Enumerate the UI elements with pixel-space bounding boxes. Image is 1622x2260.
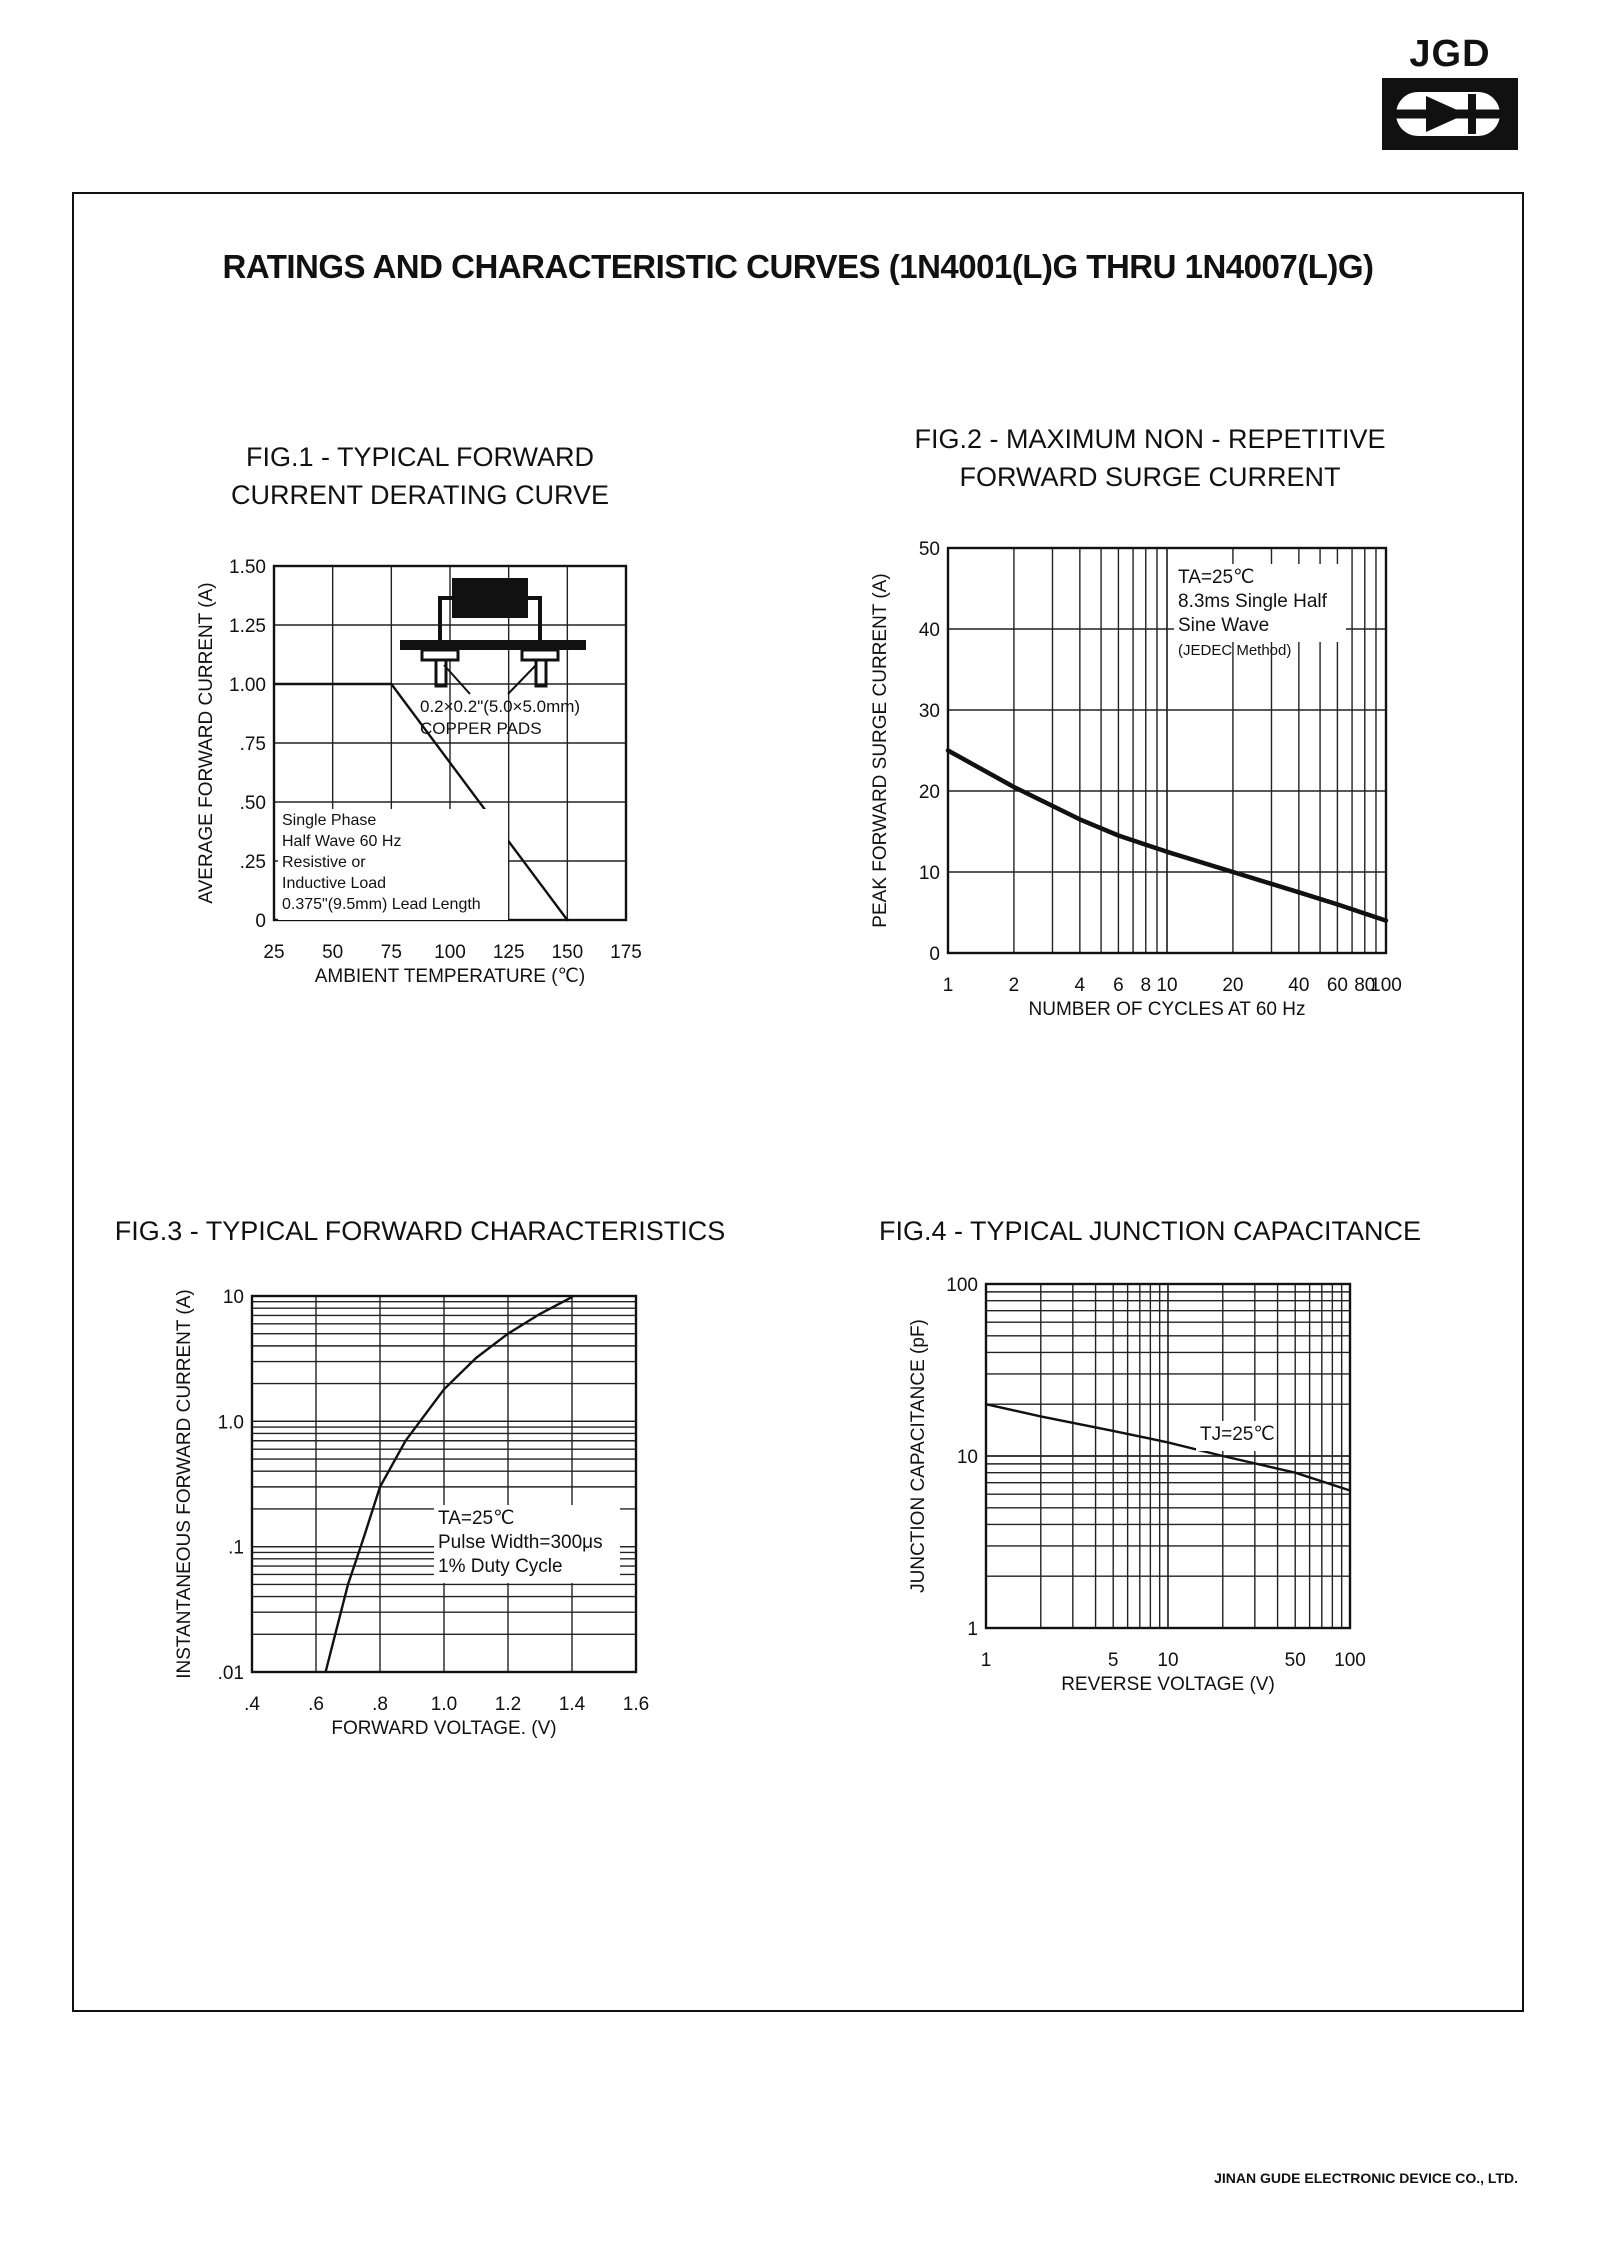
fig2-y-axis-label: PEAK FORWARD SURGE CURRENT (A) bbox=[870, 573, 891, 928]
fig1-conditions-note-line: Single Phase bbox=[282, 812, 377, 829]
fig4-y-tick-label: 100 bbox=[946, 1275, 978, 1296]
fig2-conditions-note-line: 8.3ms Single Half bbox=[1178, 591, 1327, 612]
fig1-x-tick-label: 125 bbox=[492, 942, 525, 963]
fig1-y-tick-label: 1.00 bbox=[229, 675, 266, 696]
fig2-x-tick-label: 1 bbox=[942, 975, 954, 996]
fig1-x-tick-label: 175 bbox=[610, 942, 642, 963]
fig4-x-tick-label: 10 bbox=[1157, 1650, 1179, 1671]
fig3-x-tick-label: 1.0 bbox=[430, 1694, 458, 1715]
fig4-x-tick-label: 50 bbox=[1284, 1650, 1306, 1671]
fig2-x-tick-label: 100 bbox=[1370, 975, 1402, 996]
fig1-y-tick-label: .75 bbox=[239, 734, 266, 755]
fig2-y-tick-label: 0 bbox=[929, 944, 940, 965]
fig2-x-tick-label: 80 bbox=[1354, 975, 1376, 996]
fig4-x-tick-label: 1 bbox=[980, 1650, 992, 1671]
fig4-y-axis-label: JUNCTION CAPACITANCE (pF) bbox=[908, 1319, 929, 1593]
fig1-x-tick-label: 75 bbox=[380, 942, 402, 963]
fig4-title: FIG.4 - TYPICAL JUNCTION CAPACITANCE bbox=[878, 1216, 1422, 1246]
fig2-x-tick-label: 6 bbox=[1113, 975, 1124, 996]
fig2-x-axis-label: NUMBER OF CYCLES AT 60 Hz bbox=[1028, 999, 1306, 1020]
fig3-y-tick-label: .01 bbox=[217, 1663, 244, 1684]
fig2-x-tick-label: 60 bbox=[1326, 975, 1348, 996]
fig1-pads-note-line: 0.2×0.2"(5.0×5.0mm) bbox=[420, 697, 581, 716]
fig2-x-tick-label: 20 bbox=[1222, 975, 1244, 996]
fig4-grid bbox=[986, 1284, 1350, 1628]
fig1-y-tick-label: 1.25 bbox=[229, 616, 266, 637]
fig2-y-tick-label: 30 bbox=[918, 701, 940, 722]
fig4-conditions-note-line: TJ=25℃ bbox=[1200, 1424, 1275, 1445]
fig1-x-tick-label: 50 bbox=[322, 942, 344, 963]
fig1-y-tick-label: .25 bbox=[239, 852, 266, 873]
fig3-x-tick-label: 1.6 bbox=[622, 1694, 650, 1715]
fig2-method-note: (JEDEC Method) bbox=[1178, 642, 1292, 659]
fig3-y-tick-label: 1.0 bbox=[217, 1412, 244, 1434]
fig3-x-tick-label: .6 bbox=[308, 1694, 324, 1715]
fig2-conditions-note-line: TA=25℃ bbox=[1178, 567, 1255, 588]
fig2-x-tick-label: 40 bbox=[1288, 975, 1310, 996]
fig4-y-tick-label: 1 bbox=[967, 1619, 978, 1640]
fig1-y-axis-label: AVERAGE FORWARD CURRENT (A) bbox=[196, 582, 217, 904]
fig1-y-tick-label: 1.50 bbox=[229, 557, 266, 578]
fig2-y-tick-label: 40 bbox=[918, 620, 940, 641]
fig2-x-tick-label: 4 bbox=[1074, 975, 1086, 996]
fig3-x-tick-label: .8 bbox=[372, 1694, 388, 1715]
fig1-conditions-note-line: Resistive or bbox=[282, 854, 366, 871]
fig3-title: FIG.3 - TYPICAL FORWARD CHARACTERISTICS bbox=[114, 1216, 726, 1246]
fig3-x-tick-label: .4 bbox=[244, 1694, 260, 1715]
fig1-y-tick-label: .50 bbox=[239, 793, 266, 814]
fig1-x-tick-label: 150 bbox=[551, 942, 584, 963]
fig2-x-tick-label: 10 bbox=[1156, 975, 1178, 996]
fig3-y-tick-label: 10 bbox=[222, 1287, 244, 1308]
fig2-y-tick-label: 10 bbox=[918, 863, 940, 884]
fig3-x-tick-label: 1.4 bbox=[558, 1694, 586, 1715]
fig4-x-tick-label: 100 bbox=[1334, 1650, 1366, 1671]
fig1-pads-note-line: COPPER PADS bbox=[420, 719, 542, 738]
company-footer: JINAN GUDE ELECTRONIC DEVICE CO., LTD. bbox=[1214, 2170, 1518, 2186]
fig1-conditions-note-line: Half Wave 60 Hz bbox=[282, 833, 402, 850]
brand-name: JGD bbox=[1409, 33, 1491, 75]
fig4-y-tick-label: 10 bbox=[956, 1447, 978, 1468]
fig2-title: FIG.2 - MAXIMUM NON - REPETITIVE FORWARD SURGE CURRENT bbox=[914, 424, 1386, 492]
fig1-title: FIG.1 - TYPICAL FORWARD CURRENT DERATING CURVE bbox=[230, 442, 610, 510]
fig3-conditions-note-line: TA=25℃ bbox=[438, 1508, 515, 1529]
fig2-y-tick-label: 50 bbox=[918, 539, 940, 560]
fig1-conditions-note-line: Inductive Load bbox=[282, 875, 387, 892]
fig3-y-tick-label: .1 bbox=[228, 1537, 244, 1559]
fig2-x-tick-label: 2 bbox=[1008, 975, 1020, 996]
fig1-conditions-note-line: 0.375"(9.5mm) Lead Length bbox=[282, 896, 481, 913]
fig2-x-tick-label: 8 bbox=[1140, 975, 1152, 996]
fig3-conditions-note-line: 1% Duty Cycle bbox=[438, 1556, 563, 1577]
fig1-y-tick-label: 0 bbox=[255, 911, 266, 932]
fig3-x-tick-label: 1.2 bbox=[494, 1694, 522, 1715]
fig3-x-axis-label: FORWARD VOLTAGE. (V) bbox=[331, 1718, 557, 1739]
fig4-x-tick-label: 5 bbox=[1107, 1650, 1119, 1671]
fig3-y-axis-label: INSTANTANEOUS FORWARD CURRENT (A) bbox=[174, 1289, 195, 1679]
fig1-x-tick-label: 25 bbox=[263, 942, 285, 963]
fig1-x-tick-label: 100 bbox=[434, 942, 466, 963]
fig2-y-tick-label: 20 bbox=[918, 782, 940, 803]
fig2-conditions-note-line: Sine Wave bbox=[1178, 615, 1270, 636]
fig3-conditions-note-line: Pulse Width=300μs bbox=[438, 1532, 603, 1553]
page-title: RATINGS AND CHARACTERISTIC CURVES (1N4001(L)G THRU 1N4007(L)G) bbox=[222, 248, 1374, 285]
fig1-x-axis-label: AMBIENT TEMPERATURE (℃) bbox=[314, 966, 586, 987]
fig4-x-axis-label: REVERSE VOLTAGE (V) bbox=[1061, 1674, 1275, 1695]
